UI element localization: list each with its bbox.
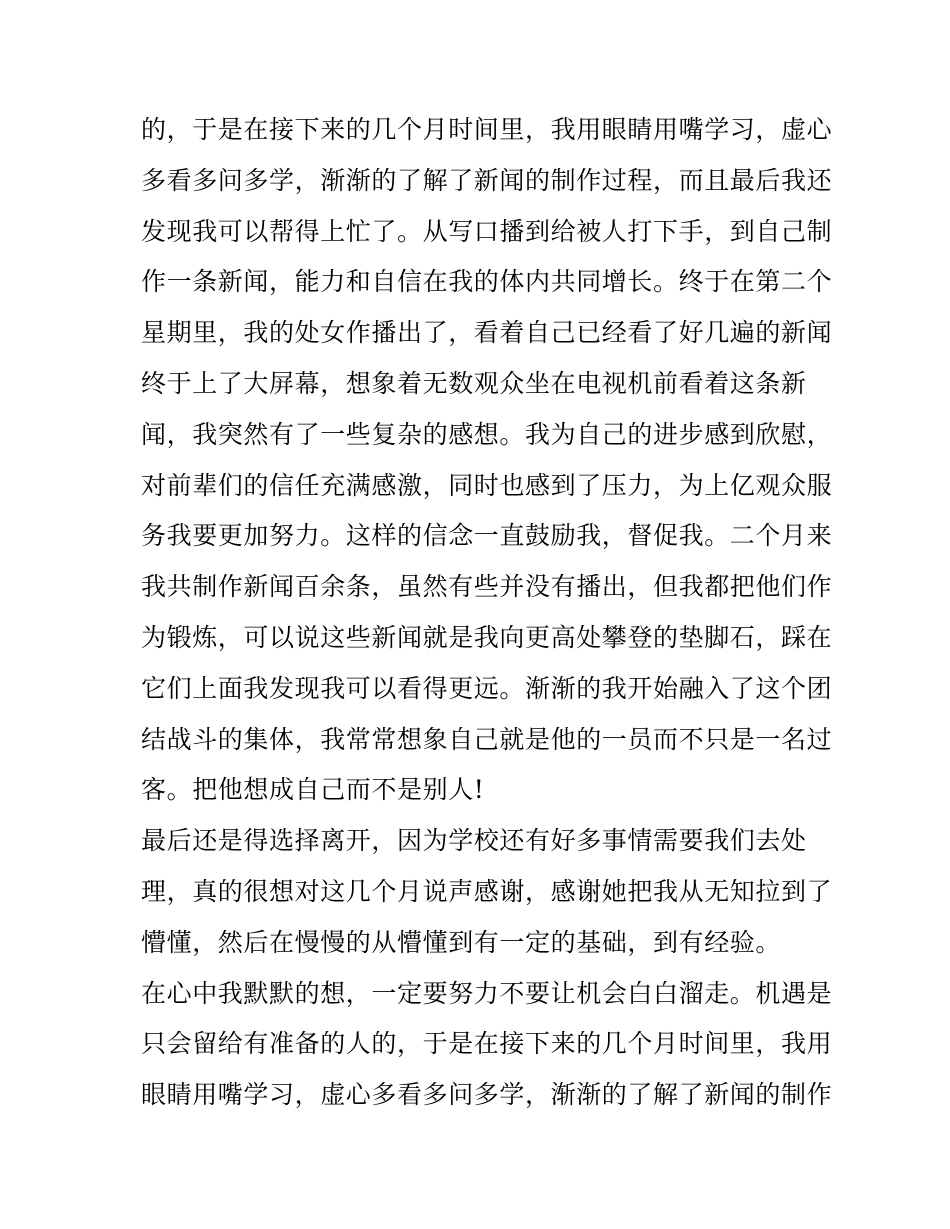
text-line: 它们上面我发现我可以看得更远。渐渐的我开始融入了这个团 xyxy=(141,673,833,703)
text-line: 在心中我默默的想，一定要努力不要让机会白白溜走。机遇是 xyxy=(141,978,833,1008)
text-line: 终于上了大屏幕，想象着无数观众坐在电视机前看着这条新 xyxy=(141,368,807,398)
text-line: 我共制作新闻百余条，虽然有些并没有播出，但我都把他们作 xyxy=(141,572,833,602)
text-line: 作一条新闻，能力和自信在我的体内共同增长。终于在第二个 xyxy=(141,267,833,297)
text-line: 多看多问多学，渐渐的了解了新闻的制作过程，而且最后我还 xyxy=(141,165,833,195)
text-line: 务我要更加努力。这样的信念一直鼓励我，督促我。二个月来 xyxy=(141,521,833,551)
text-line: 客。把他想成自己而不是别人! xyxy=(141,775,485,805)
text-line: 的，于是在接下来的几个月时间里，我用眼睛用嘴学习，虚心 xyxy=(141,115,833,144)
text-line: 懵懂，然后在慢慢的从懵懂到有一定的基础，到有经验。 xyxy=(141,927,782,957)
text-line: 结战斗的集体，我常常想象自己就是他的一员而不只是一名过 xyxy=(141,724,833,754)
text-line: 星期里，我的处女作播出了，看着自己已经看了好几遍的新闻 xyxy=(141,318,833,348)
text-line: 理，真的很想对这几个月说声感谢，感谢她把我从无知拉到了 xyxy=(141,876,833,906)
text-line: 发现我可以帮得上忙了。从写口播到给被人打下手，到自己制 xyxy=(141,216,833,246)
text-line: 眼睛用嘴学习，虚心多看多问多学，渐渐的了解了新闻的制作 xyxy=(141,1080,833,1110)
text-line: 对前辈们的信任充满感激，同时也感到了压力，为上亿观众服 xyxy=(141,470,833,500)
text-line: 只会留给有准备的人的，于是在接下来的几个月时间里，我用 xyxy=(141,1029,833,1059)
text-line: 最后还是得选择离开，因为学校还有好多事情需要我们去处 xyxy=(141,826,807,856)
text-line: 闻，我突然有了一些复杂的感想。我为自己的进步感到欣慰， xyxy=(141,419,833,449)
text-line: 为锻炼，可以说这些新闻就是我向更高处攀登的垫脚石，踩在 xyxy=(141,622,833,652)
body-text xyxy=(141,105,833,1121)
